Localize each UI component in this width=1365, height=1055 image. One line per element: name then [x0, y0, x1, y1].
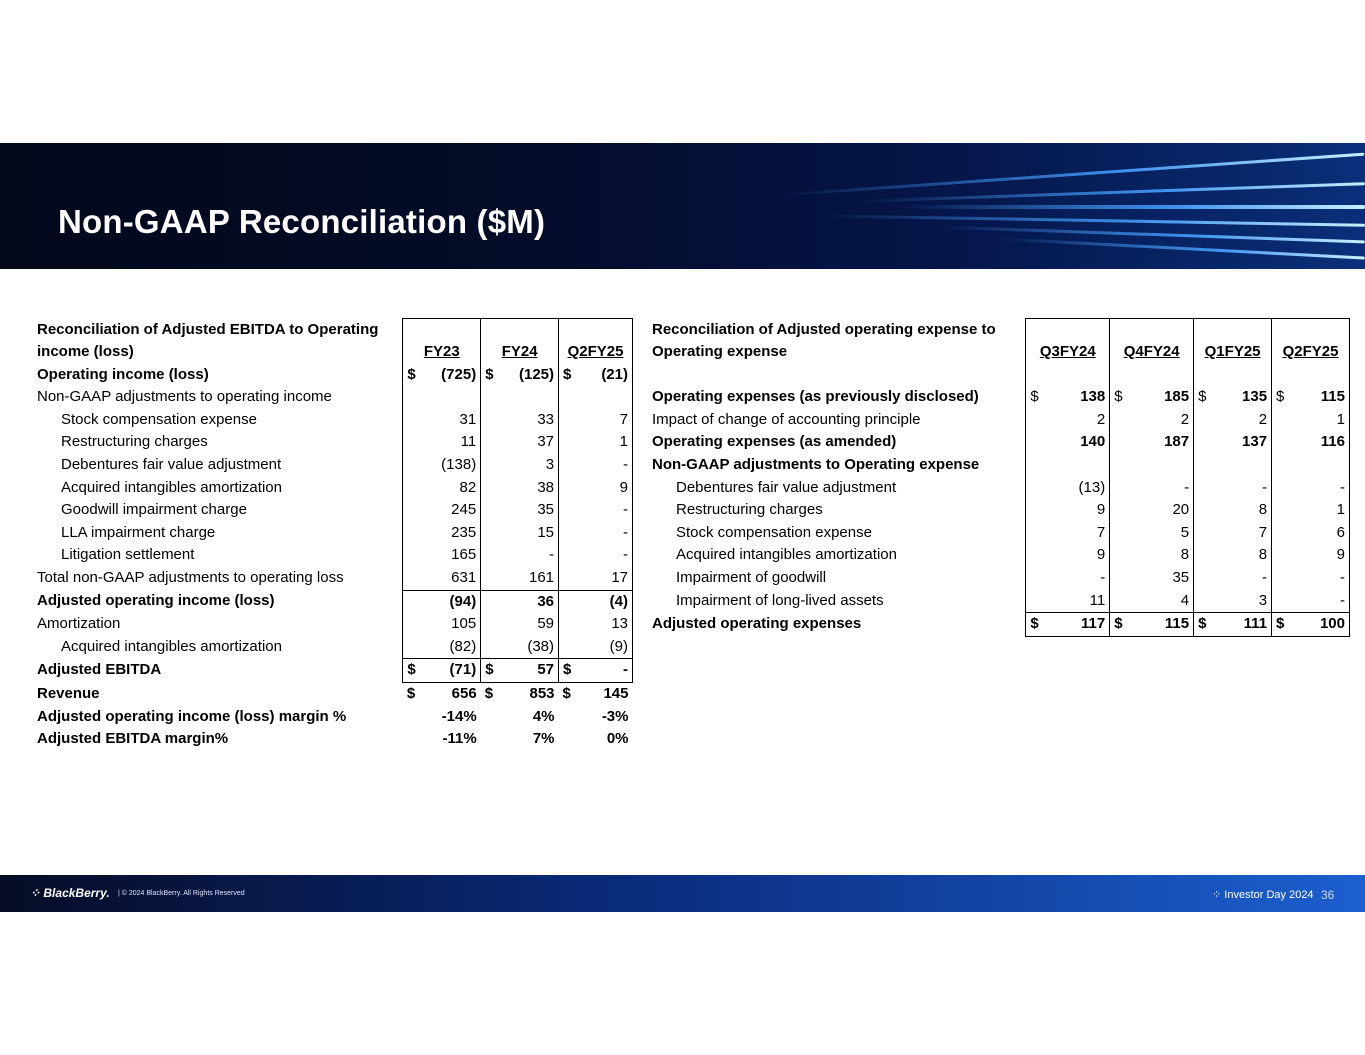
table-cell [1272, 567, 1350, 590]
cell-value: 117 [1081, 615, 1106, 633]
table-row [33, 613, 633, 636]
cell-value: (38) [527, 637, 555, 655]
table-row [33, 728, 633, 751]
table-cell [403, 636, 481, 659]
table-cell [559, 636, 633, 659]
logo-mark-icon: ⁘ [1212, 889, 1225, 901]
cell-value: 135 [1242, 388, 1268, 406]
cell-value: - [1100, 569, 1106, 587]
cell-value: 57 [537, 661, 555, 679]
cell-value: 8 [1258, 501, 1268, 519]
cell-value: 35 [1172, 569, 1190, 587]
table-cell [403, 567, 481, 590]
row-label: Debentures fair value adjustment [676, 478, 897, 496]
cell-value: 7 [619, 410, 628, 428]
row-label: Adjusted operating income (loss) margin % [37, 707, 347, 725]
cell-value: 8 [1258, 546, 1268, 564]
cell-value: - [623, 523, 628, 541]
table-cell [481, 590, 559, 613]
table-cell [1026, 499, 1110, 522]
table-cell [559, 683, 633, 706]
table-cell [1194, 499, 1272, 522]
cell-value: 853 [529, 685, 555, 702]
cell-value: 8 [1180, 546, 1190, 564]
table-cell [559, 590, 633, 613]
cell-value: 115 [1164, 615, 1190, 633]
cell-value: 235 [451, 523, 477, 541]
table-row [33, 431, 633, 454]
table-cell [1110, 613, 1194, 637]
cell-value: 3 [1258, 591, 1268, 609]
row-label: Litigation settlement [61, 546, 195, 564]
table-cell [1026, 567, 1110, 590]
table-row [33, 454, 633, 477]
table-cell [559, 409, 633, 432]
column-header: FY24 [501, 343, 538, 361]
row-label: Operating income (loss) [37, 365, 209, 383]
table-title: Reconciliation of Adjusted operating expense to [652, 320, 996, 338]
table-cell [481, 613, 559, 636]
table-cell [1272, 386, 1350, 409]
currency-symbol: $ [485, 365, 494, 383]
table-cell [481, 567, 559, 590]
cell-value: 140 [1080, 433, 1106, 451]
table-cell [559, 659, 633, 683]
table-cell [1194, 522, 1272, 545]
table-row [33, 706, 633, 729]
table-cell [1272, 499, 1350, 522]
table-cell [1272, 544, 1350, 567]
cell-value: 100 [1319, 615, 1345, 633]
table-row [648, 386, 1350, 409]
table-cell [1110, 477, 1194, 500]
row-label: Restructuring charges [676, 501, 823, 519]
table-cell [559, 454, 633, 477]
table-cell [1110, 499, 1194, 522]
table-cell [403, 683, 481, 706]
cell-value: 6 [1336, 523, 1345, 541]
cell-value: 4 [1180, 591, 1190, 609]
cell-value: (4) [609, 592, 628, 610]
currency-symbol: $ [1030, 388, 1039, 406]
table-row [648, 590, 1350, 613]
table-row [33, 567, 633, 590]
cell-value: 165 [451, 546, 477, 564]
cell-value: (13) [1078, 478, 1106, 496]
table-row [33, 386, 633, 409]
table-row [648, 409, 1350, 432]
table-row [648, 454, 1350, 477]
currency-symbol: $ [406, 685, 416, 702]
row-label: Operating expenses (as previously disclosed) [652, 388, 979, 406]
table-cell [1194, 544, 1272, 567]
cell-value: (94) [449, 592, 477, 610]
cell-value: 9 [619, 478, 628, 496]
cell-value: 116 [1320, 433, 1345, 451]
table-cell [559, 386, 633, 409]
cell-value: 17 [611, 569, 628, 587]
table-cell [1272, 431, 1350, 454]
table-cell [1026, 544, 1110, 567]
table-cell [1110, 590, 1194, 613]
cell-value: 38 [537, 478, 555, 496]
ebitda-reconciliation-table [33, 318, 633, 751]
cell-value: - [623, 546, 628, 564]
cell-value: 11 [1089, 591, 1106, 609]
table-cell [1194, 454, 1272, 477]
currency-symbol: $ [1276, 388, 1285, 406]
cell-value: 9 [1096, 546, 1106, 564]
table-cell [481, 706, 559, 729]
row-label: Debentures fair value adjustment [61, 456, 282, 474]
cell-value: 9 [1336, 546, 1345, 564]
cell-value: 82 [459, 478, 477, 496]
cell-value: 631 [451, 569, 477, 587]
cell-value: 4% [532, 707, 555, 725]
cell-value: 187 [1164, 433, 1190, 451]
row-label: Impact of change of accounting principle [652, 410, 921, 428]
table-cell [1272, 409, 1350, 432]
row-label: Goodwill impairment charge [61, 501, 247, 519]
row-label: Adjusted operating expenses [652, 615, 862, 633]
currency-symbol: $ [407, 365, 416, 383]
table-cell [1026, 409, 1110, 432]
table-row [33, 544, 633, 567]
cell-value: 1 [1336, 501, 1345, 519]
cell-value: - [1184, 478, 1190, 496]
table-cell [481, 659, 559, 683]
cell-value: 245 [451, 501, 477, 519]
row-label: Impairment of long-lived assets [676, 591, 884, 609]
cell-value: 37 [537, 433, 555, 451]
row-label: Restructuring charges [61, 433, 208, 451]
table-cell [1194, 409, 1272, 432]
cell-value: -11% [442, 730, 477, 748]
table-row [33, 409, 633, 432]
table-cell [403, 409, 481, 432]
cell-value: (71) [449, 661, 477, 679]
cell-value: 31 [459, 410, 477, 428]
table-cell [481, 409, 559, 432]
table-cell [403, 544, 481, 567]
table-row [33, 636, 633, 659]
table-cell [559, 544, 633, 567]
copyright-text: | © 2024 BlackBerry. All Rights Reserved [118, 890, 245, 897]
table-cell [403, 364, 481, 387]
row-label: Non-GAAP adjustments to operating income [37, 388, 332, 406]
currency-symbol: $ [1276, 615, 1285, 633]
cell-value: (725) [441, 365, 477, 383]
table-cell [403, 522, 481, 545]
table-cell [1110, 567, 1194, 590]
cell-value: 36 [537, 592, 555, 610]
currency-symbol: $ [485, 661, 494, 679]
table-cell [1026, 613, 1110, 637]
cell-value: 2 [1258, 410, 1268, 428]
table-cell [403, 499, 481, 522]
cell-value: - [1262, 478, 1268, 496]
cell-value: 2 [1096, 410, 1106, 428]
row-label: Adjusted EBITDA margin% [37, 730, 229, 748]
cell-value: 3 [545, 456, 555, 474]
table-row [648, 613, 1350, 637]
cell-value: 138 [1080, 388, 1106, 406]
table-cell [1272, 477, 1350, 500]
row-label: Stock compensation expense [61, 410, 257, 428]
opex-reconciliation-table [648, 318, 1350, 637]
table-cell [1026, 431, 1110, 454]
cell-value: 115 [1320, 388, 1345, 406]
cell-value: 15 [537, 523, 555, 541]
cell-value: (125) [519, 365, 555, 383]
table-cell [481, 522, 559, 545]
cell-value: 145 [603, 685, 629, 702]
table-row [648, 522, 1350, 545]
table-cell [1110, 431, 1194, 454]
cell-value: -3% [601, 707, 629, 725]
table-cell [559, 522, 633, 545]
column-header: Q4FY24 [1123, 343, 1180, 361]
row-label: Adjusted operating income (loss) [37, 592, 275, 610]
table-cell [559, 499, 633, 522]
cell-value: 7 [1096, 523, 1106, 541]
table-row [648, 567, 1350, 590]
table-cell [1194, 613, 1272, 637]
currency-symbol: $ [1114, 615, 1123, 633]
cell-value: - [623, 456, 628, 474]
table-cell [481, 454, 559, 477]
cell-value: 11 [460, 433, 477, 451]
table-row [33, 364, 633, 387]
column-header: Q1FY25 [1204, 343, 1261, 361]
table-cell [559, 728, 633, 751]
cell-value: -14% [441, 707, 477, 725]
table-cell [1272, 522, 1350, 545]
cell-value: 7% [532, 730, 555, 748]
row-label: Adjusted EBITDA [37, 661, 162, 679]
table-cell [403, 659, 481, 683]
currency-symbol: $ [1198, 388, 1207, 406]
currency-symbol: $ [562, 685, 571, 702]
table-cell [481, 636, 559, 659]
table-row [33, 590, 633, 613]
table-cell [559, 477, 633, 500]
table-row [33, 499, 633, 522]
row-label: Impairment of goodwill [676, 569, 827, 587]
blackberry-logo [30, 886, 110, 900]
row-label: LLA impairment charge [61, 523, 216, 541]
cell-value: 1 [619, 433, 628, 451]
column-header: Q3FY24 [1039, 343, 1096, 361]
table-cell [1026, 522, 1110, 545]
table-cell [1194, 386, 1272, 409]
cell-value: 105 [451, 615, 477, 633]
table-cell [1026, 590, 1110, 613]
cell-value: (82) [449, 637, 477, 655]
table-cell [403, 431, 481, 454]
title-banner [0, 143, 1365, 269]
cell-value: 7 [1258, 523, 1268, 541]
table-cell [481, 728, 559, 751]
row-label: Stock compensation expense [676, 523, 872, 541]
light-streak [781, 153, 1365, 197]
page-number: 36 [1321, 888, 1335, 902]
cell-value: 20 [1172, 501, 1190, 519]
table-cell [1110, 386, 1194, 409]
table-cell [403, 728, 481, 751]
footer-bar [0, 875, 1365, 912]
row-label: Revenue [37, 684, 100, 702]
table-cell [481, 544, 559, 567]
cell-value: (138) [441, 456, 477, 474]
table-cell [1272, 613, 1350, 637]
cell-value: - [1262, 569, 1268, 587]
table-cell [1272, 590, 1350, 613]
table-cell [481, 477, 559, 500]
currency-symbol: $ [563, 661, 572, 679]
table-cell [1194, 431, 1272, 454]
cell-value: - [549, 546, 555, 564]
currency-symbol: $ [1114, 388, 1123, 406]
table-cell [559, 706, 633, 729]
cell-value: 111 [1243, 615, 1268, 633]
table-row [33, 477, 633, 500]
event-name: ⁘ Investor Day 2024 [1212, 889, 1314, 901]
table-row [33, 659, 633, 683]
currency-symbol: $ [407, 661, 416, 679]
row-label: Non-GAAP adjustments to Operating expense [652, 456, 980, 474]
cell-value: 33 [537, 410, 555, 428]
cell-value: (9) [609, 637, 628, 655]
cell-value: 9 [1096, 501, 1106, 519]
column-header: Q2FY25 [567, 343, 624, 361]
table-cell [559, 364, 633, 387]
cell-value: 13 [611, 615, 628, 633]
cell-value: - [1340, 569, 1345, 587]
table-cell [1110, 409, 1194, 432]
table-cell [1110, 522, 1194, 545]
cell-value: 185 [1164, 388, 1190, 406]
table-row [648, 499, 1350, 522]
currency-symbol: $ [484, 685, 494, 702]
table-row [648, 477, 1350, 500]
table-title: Reconciliation of Adjusted EBITDA to Operating [37, 320, 379, 338]
table-cell [1194, 477, 1272, 500]
table-cell [403, 386, 481, 409]
cell-value: - [1340, 478, 1345, 496]
table-cell [403, 477, 481, 500]
table-cell [481, 683, 559, 706]
table-title: Operating expense [652, 343, 788, 361]
table-cell [1026, 386, 1110, 409]
row-label: Operating expenses (as amended) [652, 433, 897, 451]
light-streak [900, 205, 1365, 209]
table-title: income (loss) [37, 343, 134, 361]
table-cell [481, 364, 559, 387]
row-label: Acquired intangibles amortization [676, 546, 897, 564]
table-row [33, 683, 633, 706]
column-header: FY23 [423, 343, 460, 361]
table-cell [1026, 477, 1110, 500]
brand-name: BlackBerry. [43, 886, 110, 900]
row-label: Acquired intangibles amortization [61, 638, 282, 656]
table-cell [1026, 454, 1110, 477]
table-cell [559, 431, 633, 454]
light-streak [820, 214, 1365, 227]
table-cell [1110, 454, 1194, 477]
table-cell [1194, 590, 1272, 613]
light-streak [940, 226, 1365, 244]
table-cell [481, 499, 559, 522]
cell-value: 1 [1336, 410, 1345, 428]
table-cell [481, 431, 559, 454]
cell-value: 5 [1180, 523, 1190, 541]
cell-value: - [623, 661, 628, 679]
table-row [648, 544, 1350, 567]
row-label: Amortization [37, 615, 121, 633]
table-cell [1110, 544, 1194, 567]
table-cell [403, 590, 481, 613]
table-cell [403, 706, 481, 729]
cell-value: 35 [537, 501, 555, 519]
row-label: Acquired intangibles amortization [61, 478, 282, 496]
table-cell [559, 567, 633, 590]
currency-symbol: $ [1030, 615, 1039, 633]
cell-value: 0% [606, 730, 629, 748]
cell-value: 137 [1242, 433, 1268, 451]
currency-symbol: $ [1198, 615, 1207, 633]
table-cell [481, 386, 559, 409]
cell-value: 656 [451, 685, 477, 702]
table-cell [559, 613, 633, 636]
cell-value: 59 [537, 615, 555, 633]
table-cell [1272, 454, 1350, 477]
table-cell [1194, 567, 1272, 590]
table-cell [403, 613, 481, 636]
table-row [33, 522, 633, 545]
cell-value: 161 [529, 569, 555, 587]
currency-symbol: $ [563, 365, 572, 383]
logo-mark-icon: ⁘ [30, 886, 44, 900]
table-cell [403, 454, 481, 477]
cell-value: 2 [1180, 410, 1190, 428]
page-title: Non-GAAP Reconciliation ($M) [58, 203, 546, 240]
cell-value: (21) [601, 365, 628, 383]
row-label: Total non-GAAP adjustments to operating loss [37, 569, 344, 587]
cell-value: - [1340, 591, 1345, 609]
table-row [648, 431, 1350, 454]
column-header: Q2FY25 [1282, 343, 1339, 361]
cell-value: - [623, 501, 628, 519]
